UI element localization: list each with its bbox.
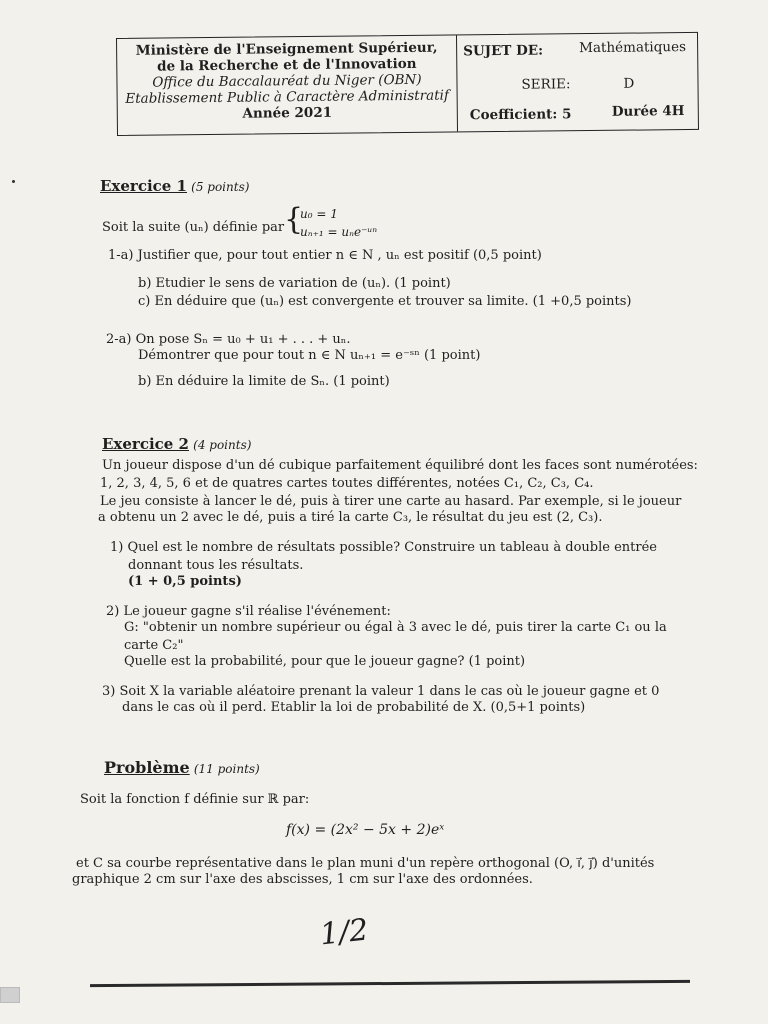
serie-label: SERIE: (521, 76, 571, 93)
problem-title: Problème (104, 758, 190, 777)
ex2-para-line1: Un joueur dispose d'un dé cubique parfaitement équilibré dont les faces sont numérotées: (102, 458, 698, 473)
problem-points: (11 points) (193, 762, 260, 776)
office-line1: Office du Baccalauréat du Niger (OBN) (152, 71, 422, 91)
exam-year: Année 2021 (242, 104, 333, 122)
system-line2: uₙ₊₁ = uₙe⁻ᵘⁿ (300, 225, 378, 239)
office-line2: Etablissement Public à Caractère Administratif (125, 87, 450, 107)
ex2-q2-line4: Quelle est la probabilité, pour que le joueur gagne? (1 point) (124, 654, 526, 669)
ex1-q2a-line1: 2-a) On pose Sₙ = u₀ + u₁ + . . . + uₙ. (106, 332, 351, 347)
problem-line1: et C sa courbe représentative dans le plan muni d'un repère orthogonal (O, i⃗, j⃗) d'unités (76, 856, 655, 871)
exercise2-title: Exercice 2 (102, 435, 189, 453)
page-number: 1/2 (318, 912, 370, 953)
serie-value: D (623, 75, 635, 92)
ex2-para-line3: Le jeu consiste à lancer le dé, puis à tirer une carte au hasard. Par exemple, si le joueur (100, 494, 682, 509)
ex2-q2-line3: carte C₂" (124, 638, 184, 653)
ex2-para-line2: 1, 2, 3, 4, 5, 6 et de quatres cartes toutes différentes, notées C₁, C₂, C₃, C₄. (100, 476, 594, 491)
duration: Durée 4H (611, 103, 685, 120)
problem-line2: graphique 2 cm sur l'axe des abscisses, 1 cm sur l'axe des ordonnées. (72, 872, 533, 887)
ex2-q1-points: (1 + 0,5 points) (128, 574, 242, 589)
system-line1: u₀ = 1 (300, 207, 338, 221)
ex2-q3-line2: dans le cas où il perd. Etablir la loi de probabilité de X. (0,5+1 points) (122, 700, 586, 715)
exercise1-heading (100, 178, 249, 196)
exercise1-intro: Soit la suite (uₙ) définie par (102, 220, 285, 235)
watermark-logo-icon (0, 987, 20, 1003)
ex2-q1-line2: donnant tous les résultats. (128, 558, 304, 573)
exercise2-points: (4 points) (193, 438, 252, 452)
ex1-q1c: c) En déduire que (uₙ) est convergente et trouver sa limite. (1 +0,5 points) (138, 294, 632, 309)
ex1-q1b: b) Etudier le sens de variation de (uₙ). (1 point) (138, 276, 451, 291)
function-formula: f(x) = (2x² − 5x + 2)eˣ (286, 822, 445, 838)
ex2-q3-line1: 3) Soit X la variable aléatoire prenant la valeur 1 dans le cas où le joueur gagne et 0 (102, 684, 660, 699)
ex2-q1-line1: 1) Quel est le nombre de résultats possible? Construire un tableau à double entrée (110, 540, 657, 555)
ex2-para-line4: a obtenu un 2 avec le dé, puis a tiré la carte C₃, le résultat du jeu est (2, C₃). (98, 510, 603, 525)
ex2-q2-line1: 2) Le joueur gagne s'il réalise l'événement: (106, 604, 391, 619)
exercise1-points: (5 points) (191, 180, 250, 194)
subject-value: Mathématiques (579, 39, 687, 57)
coefficient: Coefficient: 5 (469, 106, 572, 124)
problem-heading (104, 760, 260, 778)
ministry-line1: Ministère de l'Enseignement Supérieur, (135, 39, 438, 59)
problem-intro: Soit la fonction f définie sur ℝ par: (80, 792, 310, 807)
ministry-line2: de la Recherche et de l'Innovation (156, 55, 417, 75)
ex1-q1a: 1-a) Justifier que, pour tout entier n ∈ N , uₙ est positif (0,5 point) (108, 248, 542, 263)
ex1-q2a-line2: Démontrer que pour tout n ∈ N uₙ₊₁ = e⁻ˢⁿ (1 point) (138, 348, 481, 363)
exercise1-title: Exercice 1 (100, 177, 187, 195)
system-brace: { (284, 202, 304, 237)
exercise2-heading (102, 436, 251, 454)
subject-label: SUJET DE: (463, 42, 544, 60)
ex2-q2-line2: G: "obtenir un nombre supérieur ou égal à 3 avec le dé, puis tirer la carte C₁ ou la (124, 620, 667, 635)
ex1-q2b: b) En déduire la limite de Sₙ. (1 point) (138, 374, 390, 389)
